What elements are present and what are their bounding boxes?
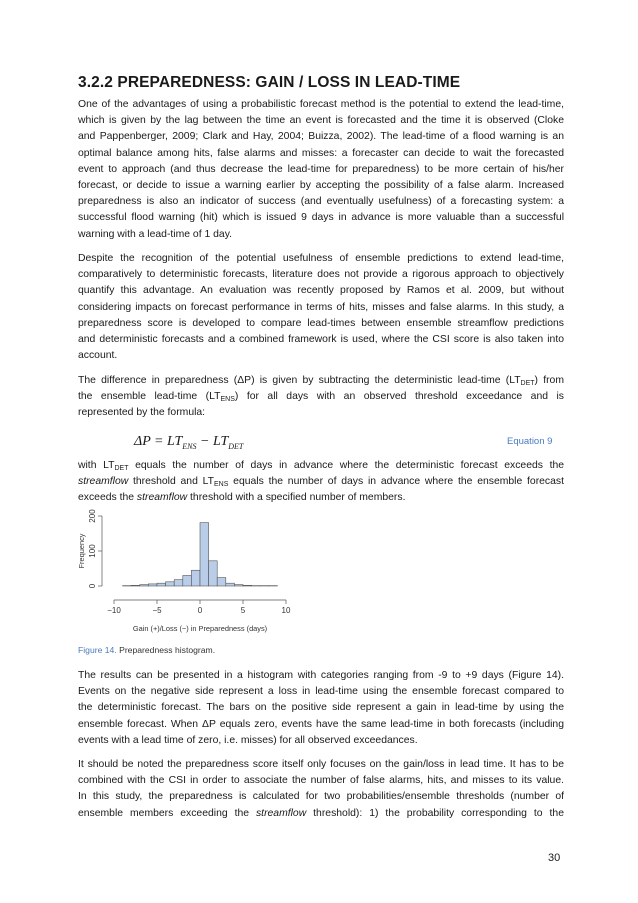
histogram-bar bbox=[140, 585, 149, 586]
histogram-bar bbox=[148, 584, 157, 586]
text-line: event to approach (and thus decrease the lead-time for preparedness) to be more certain of his/her bbox=[78, 163, 564, 175]
text-line: forecast, or decide to issue a warning earlier by accepting the possibility of a false alarm. Increased bbox=[78, 179, 564, 191]
equation-9: $\Delta P = LT_{ENS} - LT_{DET}$ bbox=[134, 434, 244, 451]
text-line: ensemble members exceeding the streamflow threshold): 1) the probability corresponding to the bbox=[78, 807, 564, 819]
text-line: successful flood warning (hit) which is issued 9 days in advance is more valuable than a successful bbox=[78, 212, 564, 224]
histogram-bar bbox=[209, 561, 218, 586]
histogram-bar bbox=[191, 570, 200, 586]
text-line: the ensemble lead-time $(LT_{ENS})$ for all days with an observed threshold exceedance and is bbox=[78, 391, 564, 404]
text-line: preparedness score is developed to compare lead-times between ensemble streamflow predictions bbox=[78, 317, 564, 329]
text-line: In this study, the preparedness is calculated for two probabilities/ensemble thresholds (number of bbox=[78, 791, 564, 803]
histogram-bar bbox=[157, 583, 166, 586]
text-line: account. bbox=[78, 350, 118, 362]
histogram-bar bbox=[131, 585, 140, 586]
x-tick-label: 5 bbox=[240, 606, 246, 615]
text-line: and deterministic forecasts and a combined framework is used, where the CSI score is also taken into bbox=[78, 333, 564, 345]
paragraph-preparedness-difference bbox=[78, 373, 564, 422]
text-line: One of the advantages of using a probabilistic forecast method is the potential to extend the lead-time, bbox=[78, 99, 564, 110]
text-line: ensemble forecast. When ΔP equals zero, events have the same lead-time in both forecasts (including bbox=[78, 718, 564, 730]
y-tick-label: 100 bbox=[88, 544, 97, 558]
text-line: considering impacts on forecast performance in terms of hits, misses and false alarms. In this study, a bbox=[78, 301, 564, 313]
figure-caption: Figure 14. Preparedness histogram. bbox=[78, 645, 216, 655]
text-line: with $LT_{DET}$ equals the number of days in advance where the deterministic forecast exceeds the bbox=[78, 460, 565, 472]
text-line: comparatively to deterministic forecasts, literature does not provide a rigorous approach to objectively bbox=[78, 269, 564, 281]
text-line: warning with a lead-time of 1 day. bbox=[78, 228, 233, 240]
text-line: events with a lead time of zero, i.e. misses) for all observed exceedances. bbox=[78, 734, 418, 746]
text-line: preparedness is also an indicator of success (and eventually usefulness) of a forecasting system: a bbox=[78, 196, 564, 208]
equation-label: Equation 9 bbox=[507, 436, 553, 447]
histogram-bar bbox=[166, 582, 175, 586]
text-line: The difference in preparedness (ΔP) is given by subtracting the deterministic lead-time $(LT_{DET})$ from bbox=[78, 375, 564, 387]
text-line: It should be noted the preparedness score itself only focuses on the gain/loss in lead time. It has to be bbox=[78, 759, 564, 770]
histogram-bar bbox=[226, 583, 235, 586]
histogram-bar bbox=[183, 576, 192, 587]
x-tick-label: 0 bbox=[197, 606, 203, 615]
text-line: represented by the formula: bbox=[78, 407, 206, 419]
text-line: quantify this advantage. An evaluation was recently proposed by Ramos et al. 2009, but without bbox=[78, 285, 564, 297]
histogram-bar bbox=[200, 523, 209, 586]
histogram-bar bbox=[217, 578, 226, 586]
text-line: streamflow threshold and $LT_{ENS}$ equals the number of days in advance where the ensemble forecast bbox=[78, 476, 564, 489]
text-line: exceeds the streamflow threshold with a specified number of members. bbox=[78, 492, 406, 504]
paragraph-lead-time-intro bbox=[78, 97, 564, 243]
text-line: Despite the recognition of the potential usefulness of ensemble predictions to extend lead-time, bbox=[78, 253, 564, 264]
paragraph-ensemble-usefulness bbox=[78, 251, 564, 364]
paragraph-csi-combination bbox=[78, 757, 564, 822]
x-tick-label: −5 bbox=[152, 606, 162, 615]
histogram-bar bbox=[174, 580, 183, 586]
y-tick-label: 200 bbox=[88, 509, 97, 523]
histogram-bar bbox=[234, 585, 243, 586]
preparedness-histogram bbox=[78, 508, 298, 636]
paragraph-histogram-explanation bbox=[78, 668, 564, 749]
text-line: combined with the CSI in order to associate the number of false alarms, hits, and misses to its value. bbox=[78, 775, 564, 787]
histogram-bar bbox=[243, 585, 252, 586]
text-line: The results can be presented in a histogram with categories ranging from -9 to +9 days (Figure 14). bbox=[78, 670, 564, 681]
section-heading: 3.2.2 PREPAREDNESS: GAIN / LOSS IN LEAD-TIME bbox=[78, 74, 461, 91]
y-tick-label: 0 bbox=[88, 583, 97, 589]
text-line: which is given by the lag between the time an event is forecasted and the time it is observed (Cloke bbox=[78, 115, 564, 127]
text-line: the deterministic forecast. The bars on the positive side represent a gain in lead-time by using the bbox=[78, 702, 564, 714]
text-line: optimal balance among hits, false alarms and misses: a forecaster can decide to wait the forecasted bbox=[78, 147, 564, 159]
page-number: 30 bbox=[548, 852, 561, 864]
x-tick-label: −10 bbox=[107, 606, 121, 615]
x-tick-label: 10 bbox=[281, 606, 291, 615]
y-axis-label: Frequency bbox=[77, 533, 86, 569]
x-axis-label: Gain (+)/Loss (−) in Preparedness (days) bbox=[132, 624, 268, 633]
paragraph-lt-definitions bbox=[78, 458, 564, 507]
text-line: Events on the negative side represent a loss in lead-time using the ensemble forecast compared to bbox=[78, 686, 564, 698]
text-line: and Pappenberger, 2009; Clark and Hay, 2004; Buizza, 2002). The lead-time of a flood warning is an bbox=[78, 131, 564, 143]
